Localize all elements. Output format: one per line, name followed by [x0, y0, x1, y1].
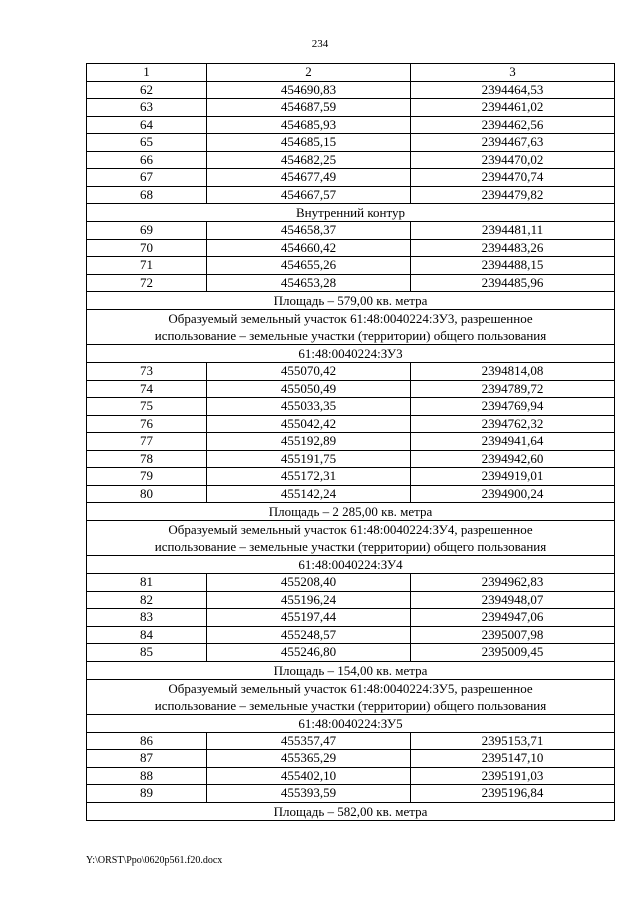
point-number-cell: 83 [87, 609, 207, 627]
x-coordinate-cell: 454682,25 [207, 151, 411, 169]
y-coordinate-cell: 2394789,72 [411, 380, 615, 398]
x-coordinate-cell: 455050,49 [207, 380, 411, 398]
section-line: использование – земельные участки (территории) общего пользования [154, 697, 547, 713]
table-row [87, 99, 615, 117]
x-coordinate-cell: 455197,44 [207, 609, 411, 627]
point-number-cell: 87 [87, 750, 207, 768]
point-number-cell: 62 [87, 81, 207, 99]
section-line: использование – земельные участки (территории) общего пользования [154, 539, 547, 554]
table-row [87, 609, 615, 627]
section-cell: Площадь – 2 285,00 кв. метра [87, 503, 615, 521]
point-number-cell: 84 [87, 626, 207, 644]
section-row [87, 802, 615, 820]
point-number-cell: 77 [87, 433, 207, 451]
y-coordinate-cell: 2394769,94 [411, 398, 615, 416]
table-row [87, 151, 615, 169]
point-number-cell: 70 [87, 239, 207, 257]
table-row [87, 81, 615, 99]
y-coordinate-cell: 2395147,10 [411, 750, 615, 768]
x-coordinate-cell: 455402,10 [207, 767, 411, 785]
y-coordinate-cell: 2395196,84 [411, 785, 615, 803]
section-cell: 61:48:0040224:ЗУ3 [87, 345, 615, 363]
section-row [87, 310, 615, 345]
point-number-cell: 69 [87, 222, 207, 240]
section-row [87, 661, 615, 679]
y-coordinate-cell: 2394470,74 [411, 169, 615, 187]
table-row [87, 380, 615, 398]
x-coordinate-cell: 455357,47 [207, 732, 411, 750]
point-number-cell: 86 [87, 732, 207, 750]
point-number-cell: 71 [87, 257, 207, 275]
x-coordinate-cell: 454690,83 [207, 81, 411, 99]
y-coordinate-cell: 2394485,96 [411, 274, 615, 292]
y-coordinate-cell: 2394464,53 [411, 81, 615, 99]
y-coordinate-cell: 2394481,11 [411, 222, 615, 240]
point-number-cell: 65 [87, 134, 207, 152]
x-coordinate-cell: 454658,37 [207, 222, 411, 240]
y-coordinate-cell: 2394470,02 [411, 151, 615, 169]
section-cell [87, 310, 615, 345]
y-coordinate-cell: 2395191,03 [411, 767, 615, 785]
x-coordinate-cell: 454653,28 [207, 274, 411, 292]
x-coordinate-cell: 454685,93 [207, 116, 411, 134]
section-row [87, 503, 615, 521]
table-row [87, 767, 615, 785]
y-coordinate-cell: 2394488,15 [411, 257, 615, 275]
table-row [87, 363, 615, 381]
section-line: Образуемый земельный участок 61:48:0040224:ЗУ4, разрешенное [168, 522, 533, 537]
section-cell: Внутренний контур [87, 204, 615, 222]
point-number-cell: 78 [87, 450, 207, 468]
point-number-cell: 82 [87, 591, 207, 609]
x-coordinate-cell: 454687,59 [207, 99, 411, 117]
table-row [87, 468, 615, 486]
section-cell: Площадь – 582,00 кв. метра [87, 802, 615, 820]
y-coordinate-cell: 2394762,32 [411, 415, 615, 433]
point-number-cell: 66 [87, 151, 207, 169]
x-coordinate-cell: 454685,15 [207, 134, 411, 152]
table-row [87, 591, 615, 609]
x-coordinate-cell: 455208,40 [207, 574, 411, 592]
y-coordinate-cell: 2394467,63 [411, 134, 615, 152]
table-row [87, 257, 615, 275]
section-cell: Площадь – 579,00 кв. метра [87, 292, 615, 310]
table-row [87, 433, 615, 451]
x-coordinate-cell: 455142,24 [207, 485, 411, 503]
section-line: Образуемый земельный участок 61:48:0040224:ЗУ3, разрешенное [168, 311, 533, 326]
section-line: использование – земельные участки (территории) общего пользования [154, 328, 547, 343]
table-row [87, 222, 615, 240]
y-coordinate-cell: 2394461,02 [411, 99, 615, 117]
point-number-cell: 80 [87, 485, 207, 503]
point-number-cell: 89 [87, 785, 207, 803]
table-row [87, 239, 615, 257]
table-row [87, 644, 615, 662]
header-row [87, 64, 615, 82]
section-cell: 61:48:0040224:ЗУ5 [87, 714, 615, 732]
point-number-cell: 74 [87, 380, 207, 398]
header-col-2: 2 [207, 64, 411, 82]
y-coordinate-cell: 2394947,06 [411, 609, 615, 627]
x-coordinate-cell: 455246,80 [207, 644, 411, 662]
point-number-cell: 88 [87, 767, 207, 785]
y-coordinate-cell: 2395009,45 [411, 644, 615, 662]
y-coordinate-cell: 2394479,82 [411, 186, 615, 204]
y-coordinate-cell: 2394962,83 [411, 574, 615, 592]
y-coordinate-cell: 2394941,64 [411, 433, 615, 451]
section-cell [87, 521, 615, 556]
table-row [87, 626, 615, 644]
y-coordinate-cell: 2394483,26 [411, 239, 615, 257]
header-col-1: 1 [87, 64, 207, 82]
y-coordinate-cell: 2395153,71 [411, 732, 615, 750]
y-coordinate-cell: 2394462,56 [411, 116, 615, 134]
section-row [87, 679, 615, 714]
table-row [87, 574, 615, 592]
point-number-cell: 63 [87, 99, 207, 117]
table-row [87, 750, 615, 768]
section-row [87, 204, 615, 222]
x-coordinate-cell: 455393,59 [207, 785, 411, 803]
x-coordinate-cell: 454677,49 [207, 169, 411, 187]
table-body [87, 81, 615, 820]
y-coordinate-cell: 2394900,24 [411, 485, 615, 503]
table-row [87, 134, 615, 152]
section-row [87, 292, 615, 310]
table-row [87, 485, 615, 503]
x-coordinate-cell: 455248,57 [207, 626, 411, 644]
table-row [87, 415, 615, 433]
y-coordinate-cell: 2394948,07 [411, 591, 615, 609]
x-coordinate-cell: 455033,35 [207, 398, 411, 416]
y-coordinate-cell: 2395007,98 [411, 626, 615, 644]
point-number-cell: 81 [87, 574, 207, 592]
file-path-footer: Y:\ORST\Ppo\0620p561.f20.docx [86, 855, 223, 866]
x-coordinate-cell: 455070,42 [207, 363, 411, 381]
table-row [87, 169, 615, 187]
x-coordinate-cell: 454660,42 [207, 239, 411, 257]
y-coordinate-cell: 2394919,01 [411, 468, 615, 486]
table-row [87, 398, 615, 416]
table-row [87, 450, 615, 468]
table-row [87, 186, 615, 204]
section-cell [87, 679, 615, 714]
point-number-cell: 72 [87, 274, 207, 292]
table-row [87, 732, 615, 750]
y-coordinate-cell: 2394814,08 [411, 363, 615, 381]
x-coordinate-cell: 455172,31 [207, 468, 411, 486]
section-row [87, 714, 615, 732]
page-number: 234 [311, 38, 329, 50]
section-row [87, 521, 615, 556]
header-col-3: 3 [411, 64, 615, 82]
point-number-cell: 68 [87, 186, 207, 204]
point-number-cell: 64 [87, 116, 207, 134]
table-row [87, 116, 615, 134]
point-number-cell: 67 [87, 169, 207, 187]
section-row [87, 345, 615, 363]
x-coordinate-cell: 454667,57 [207, 186, 411, 204]
section-cell: 61:48:0040224:ЗУ4 [87, 556, 615, 574]
table-header [87, 64, 615, 82]
point-number-cell: 85 [87, 644, 207, 662]
x-coordinate-cell: 454655,26 [207, 257, 411, 275]
point-number-cell: 76 [87, 415, 207, 433]
x-coordinate-cell: 455192,89 [207, 433, 411, 451]
point-number-cell: 73 [87, 363, 207, 381]
point-number-cell: 75 [87, 398, 207, 416]
x-coordinate-cell: 455191,75 [207, 450, 411, 468]
table-row [87, 274, 615, 292]
table-row [87, 785, 615, 803]
x-coordinate-cell: 455365,29 [207, 750, 411, 768]
section-cell: Площадь – 154,00 кв. метра [87, 661, 615, 679]
x-coordinate-cell: 455042,42 [207, 415, 411, 433]
x-coordinate-cell: 455196,24 [207, 591, 411, 609]
coordinates-table [86, 63, 615, 821]
section-line: Образуемый земельный участок 61:48:0040224:ЗУ5, разрешенное [168, 680, 533, 696]
point-number-cell: 79 [87, 468, 207, 486]
y-coordinate-cell: 2394942,60 [411, 450, 615, 468]
section-row [87, 556, 615, 574]
